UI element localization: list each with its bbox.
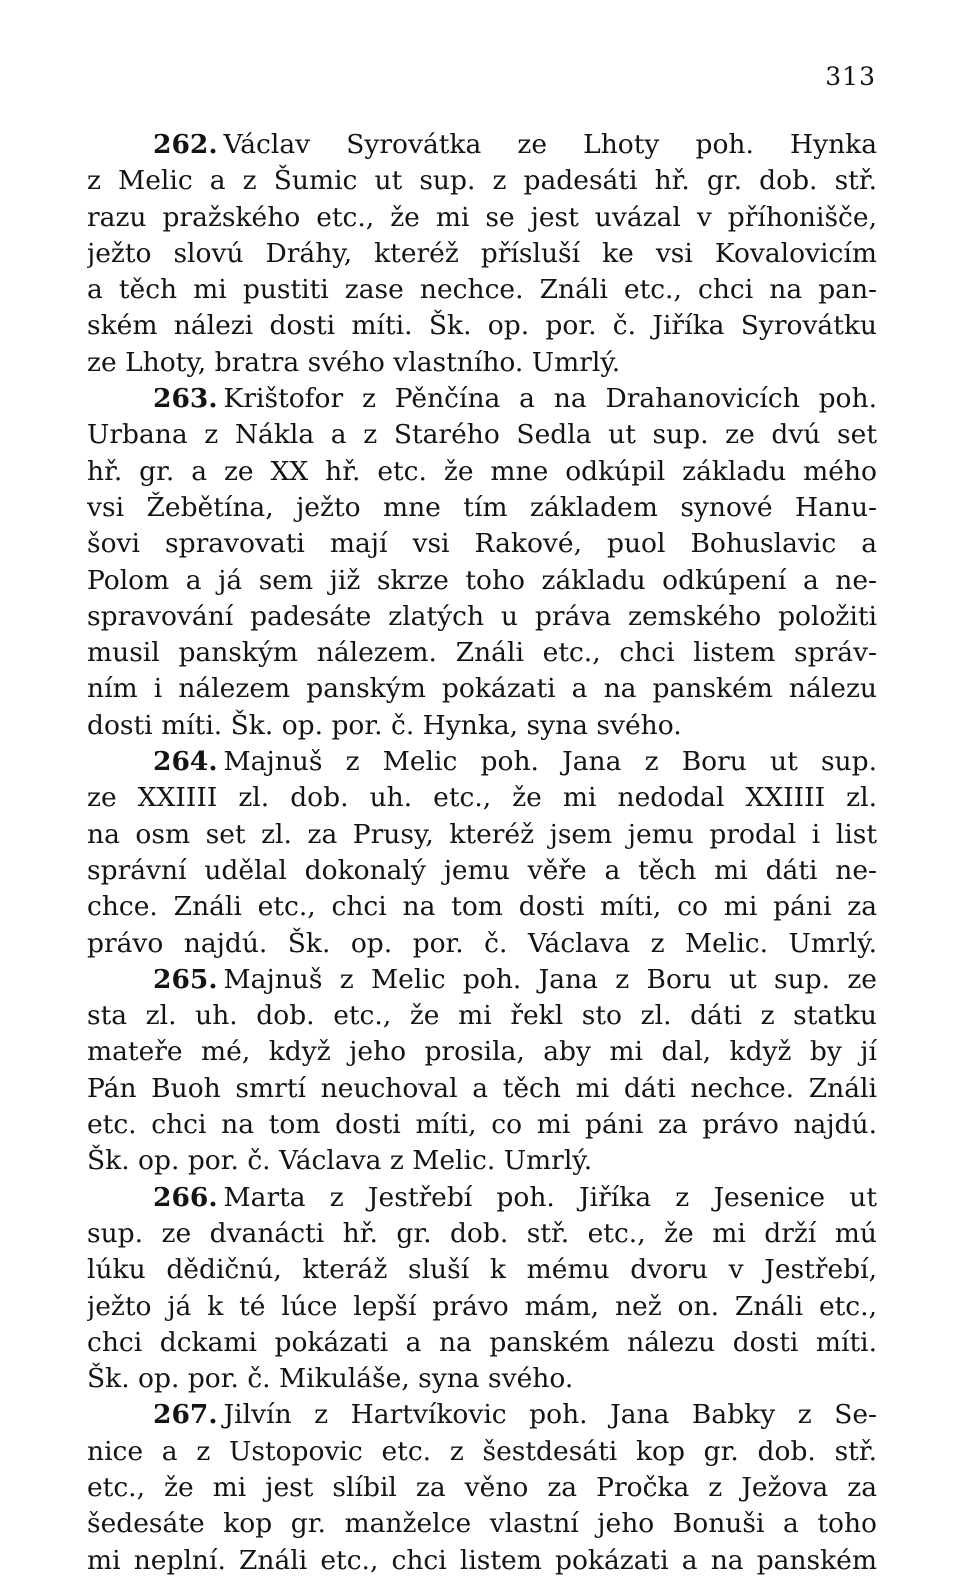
- text-line: [87, 635, 877, 671]
- line-text: a těch mi pustiti zase nechce. Ználi etc., chci na pan-: [87, 274, 877, 306]
- text-line: [87, 454, 877, 490]
- entry-first-line: [87, 1397, 877, 1433]
- text-block: [87, 127, 877, 1579]
- line-text: Václav Syrovátka ze Lhoty poh. Hynka: [223, 129, 877, 160]
- line-text: Polom a já sem již skrze toho základu odkúpení a ne-: [87, 564, 877, 596]
- line-text: spravování padesáte zlatých u práva zemského položiti: [87, 600, 877, 632]
- line-text: etc. chci na tom dosti míti, co mi páni za právo najdú.: [87, 1109, 877, 1141]
- text-line: [87, 1289, 877, 1325]
- entry-first-line: [87, 962, 877, 998]
- line-text: ježto slovú Dráhy, kteréž přísluší ke vsi Kovalovicím: [87, 237, 877, 269]
- text-line: [87, 599, 877, 635]
- line-text: chci dckami pokázati a na panském nálezu dosti míti.: [87, 1326, 877, 1358]
- entry-number: 267.: [153, 1399, 218, 1431]
- line-text: Marta z Jestřebí poh. Jiříka z Jesenice ut: [223, 1181, 877, 1213]
- line-text: hř. gr. a ze XX hř. etc. že mne odkúpil základu mého: [87, 455, 877, 487]
- text-line: [87, 272, 877, 308]
- text-line: [87, 417, 877, 453]
- line-text: ze Lhoty, bratra svého vlastního. Umrlý.: [87, 346, 621, 378]
- entry-number: 265.: [153, 963, 218, 995]
- line-text: sta zl. uh. dob. etc., že mi řekl sto zl. dáti z statku: [87, 1000, 877, 1032]
- text-line: [87, 308, 877, 344]
- text-line: [87, 1506, 877, 1542]
- entry-first-line: [87, 1180, 877, 1216]
- line-text: razu pražského etc., že mi se jest uvázal v příhonišče,: [87, 201, 877, 233]
- line-text: sup. ze dvanácti hř. gr. dob. stř. etc., že mi drží mú: [87, 1217, 877, 1249]
- line-text: právo najdú. Šk. op. por. č. Václava z Melic. Umrlý.: [87, 927, 877, 959]
- line-text: šedesáte kop gr. manželce vlastní jeho Bonuši a toho: [87, 1508, 877, 1540]
- text-line: [87, 817, 877, 853]
- text-line: [87, 1107, 877, 1143]
- text-line: [87, 1034, 877, 1070]
- text-line: [87, 1361, 877, 1397]
- line-text: mi neplní. Ználi etc., chci listem pokázati a na panském: [87, 1544, 877, 1576]
- line-text: Krištofor z Pěnčína a na Drahanovicích poh.: [223, 383, 877, 415]
- text-line: [87, 998, 877, 1034]
- line-text: chce. Ználi etc., chci na tom dosti míti, co mi páni za: [87, 891, 877, 923]
- entry-first-line: [87, 381, 877, 417]
- text-line: [87, 1325, 877, 1361]
- line-text: musil panským nálezem. Ználi etc., chci listem správ-: [87, 637, 877, 669]
- line-text: Pán Buoh smrtí neuchoval a těch mi dáti nechce. Ználi: [87, 1072, 877, 1104]
- line-text: z Melic a z Šumic ut sup. z padesáti hř. gr. dob. stř.: [87, 165, 877, 197]
- text-line: [87, 1434, 877, 1470]
- line-text: vsi Žebětína, ježto mne tím základem synové Hanu-: [87, 491, 877, 523]
- text-line: [87, 853, 877, 889]
- text-line: [87, 345, 877, 381]
- line-text: šovi spravovati mají vsi Rakové, puol Bohuslavic a: [87, 528, 877, 560]
- line-text: Urbana z Nákla a z Starého Sedla ut sup. ze dvú set: [87, 419, 877, 451]
- line-text: nice a z Ustopovic etc. z šestdesáti kop gr. dob. stř.: [87, 1435, 877, 1467]
- line-text: dosti míti. Šk. op. por. č. Hynka, syna svého.: [87, 709, 682, 741]
- entry-first-line: [87, 744, 877, 780]
- line-text: Majnuš z Melic poh. Jana z Boru ut sup. ze: [223, 963, 877, 995]
- line-text: na osm set zl. za Prusy, kteréž jsem jemu prodal i list: [87, 818, 877, 850]
- entry-first-line: [87, 127, 877, 163]
- entry-number: 266.: [153, 1181, 218, 1213]
- text-line: [87, 1143, 877, 1179]
- text-line: [87, 1216, 877, 1252]
- line-text: ském nálezi dosti míti. Šk. op. por. č. Jiříka Syrovátku: [87, 310, 877, 342]
- line-text: Šk. op. por. č. Václava z Melic. Umrlý.: [87, 1145, 593, 1177]
- page-number: 313: [825, 62, 876, 91]
- line-text: ježto já k té lúce lepší právo mám, než on. Ználi etc.,: [87, 1290, 877, 1322]
- line-text: etc., že mi jest slíbil za věno za Pročka z Ježova za: [87, 1471, 877, 1503]
- text-line: [87, 490, 877, 526]
- text-line: [87, 708, 877, 744]
- text-line: [87, 563, 877, 599]
- line-text: Majnuš z Melic poh. Jana z Boru ut sup.: [223, 746, 877, 778]
- line-text: ním i nálezem panským pokázati a na panském nálezu: [87, 673, 877, 705]
- line-text: správní udělal dokonalý jemu věře a těch mi dáti ne-: [87, 854, 877, 886]
- text-line: [87, 1071, 877, 1107]
- text-line: [87, 1470, 877, 1506]
- text-line: [87, 163, 877, 199]
- text-line: [87, 671, 877, 707]
- line-text: lúku dědičnú, kteráž sluší k mému dvoru v Jestřebí,: [87, 1254, 877, 1286]
- entry-number: 263.: [153, 383, 218, 415]
- line-text: ze XXIIII zl. dob. uh. etc., že mi nedodal XXIIII zl.: [87, 782, 877, 814]
- entry-number: 264.: [153, 746, 218, 778]
- line-text: Jilvín z Hartvíkovic poh. Jana Babky z Se-: [223, 1399, 877, 1431]
- text-line: [87, 926, 877, 962]
- text-line: [87, 200, 877, 236]
- line-text: Šk. op. por. č. Mikuláše, syna svého.: [87, 1363, 574, 1395]
- text-line: [87, 526, 877, 562]
- entry-number: 262.: [153, 129, 218, 160]
- text-line: [87, 889, 877, 925]
- text-line: [87, 1543, 877, 1579]
- text-line: [87, 236, 877, 272]
- text-line: [87, 1252, 877, 1288]
- text-line: [87, 780, 877, 816]
- line-text: mateře mé, když jeho prosila, aby mi dal, když by jí: [87, 1036, 877, 1068]
